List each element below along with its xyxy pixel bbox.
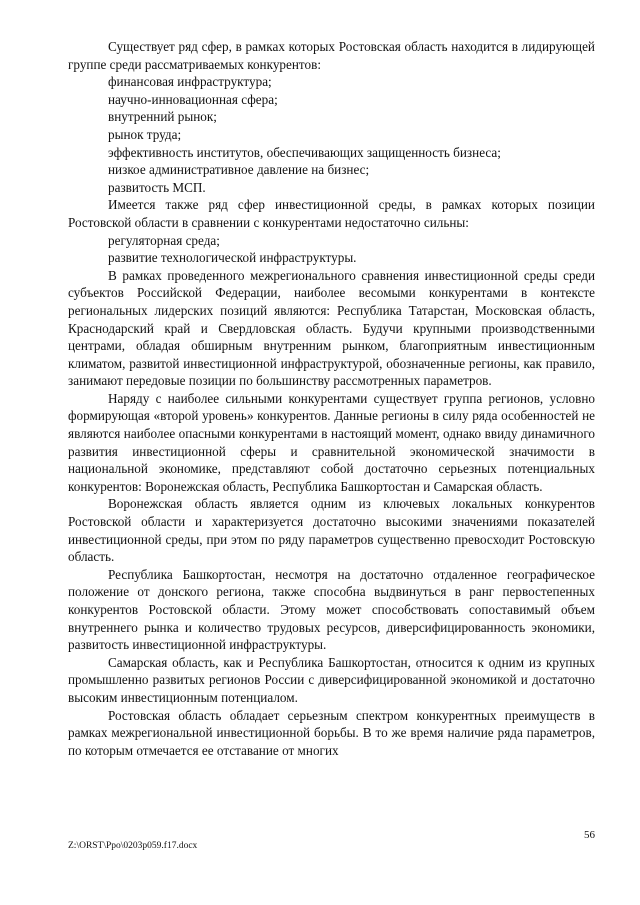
page-number: 56 xyxy=(584,829,595,841)
strength-item: рынок труда; xyxy=(108,126,182,142)
weakness-item: развитие технологической инфраструктуры. xyxy=(108,250,357,266)
body-paragraph: Республика Башкортостан, несмотря на достаточно отдаленное географическое положение от донского региона, также способна выдвинуться в ранг первостепенных конкурентов Ростовской области. Этому может способствовать сопоставимый объем внутреннего рынка и количество трудовых ресурсов, диверсифицированность экономики, развитость инвестиционной инфраструктуры. xyxy=(68,566,595,653)
strengths-list xyxy=(68,73,595,196)
body-paragraph: Ростовская область обладает серьезным спектром конкурентных преимуществ в рамках межрегиональной инвестиционной борьбы. В то же время наличие ряда параметров, по которым отмечается ее отставание от многих xyxy=(68,707,595,758)
strength-item: эффективность институтов, обеспечивающих защищенность бизнеса; xyxy=(108,144,501,160)
strength-item: финансовая инфраструктура; xyxy=(108,74,272,90)
body-paragraph: Воронежская область является одним из ключевых локальных конкурентов Ростовской области и характеризуется достаточно высокими значениями показателей инвестиционной среды, при этом по ряду параметров существенно превосходит Ростовскую область. xyxy=(68,496,595,565)
weaknesses-intro-paragraph: Имеется также ряд сфер инвестиционной среды, в рамках которых позиции Ростовской области в сравнении с конкурентами недостаточно сильны: xyxy=(68,197,595,230)
intro-paragraph: Существует ряд сфер, в рамках которых Ростовская область находится в лидирующей группе среди рассматриваемых конкурентов: xyxy=(68,39,595,72)
document-body xyxy=(68,38,595,759)
strength-item: развитость МСП. xyxy=(108,179,206,195)
weakness-item: регуляторная среда; xyxy=(108,232,220,248)
body-paragraph: Наряду с наиболее сильными конкурентами существует группа регионов, условно формирующая «второй уровень» конкурентов. Данные регионы в силу ряда особенностей не являются наиболее опасными конкурентами в настоящий момент, однако ввиду динамичного развития инвестиционной сферы и сравнительной экономической значимости в национальной экономике, представляют собой достаточно серьезных потенциальных конкурентов: Воронежская область, Республика Башкортостан и Самарская область. xyxy=(68,390,595,494)
body-paragraph: Самарская область, как и Республика Башкортостан, относится к одним из крупных промышленно развитых регионов России с диверсифицированной экономикой и достаточно высоким инвестиционным потенциалом. xyxy=(68,654,595,705)
body-paragraph: В рамках проведенного межрегионального сравнения инвестиционной среды среди субъектов Российской Федерации, наиболее весомыми конкурентами в контексте региональных лидерских позиций являются: Республика Татарстан, Московская область, Краснодарский край и Свердловская область. Будучи крупными производственными центрами, обладая обширным внутренним рынком, благоприятным инвестиционным климатом, развитой инвестиционной инфраструктурой, обозначенные регионы, как правило, занимают передовые позиции по большинству рассмотренных параметров. xyxy=(68,267,595,389)
strength-item: внутренний рынок; xyxy=(108,109,217,125)
strength-item: научно-инновационная сфера; xyxy=(108,91,278,107)
weaknesses-list xyxy=(68,232,595,267)
strength-item: низкое административное давление на бизнес; xyxy=(108,162,370,178)
file-path-footer: Z:\ORST\Ppo\0203p059.f17.docx xyxy=(68,841,198,851)
